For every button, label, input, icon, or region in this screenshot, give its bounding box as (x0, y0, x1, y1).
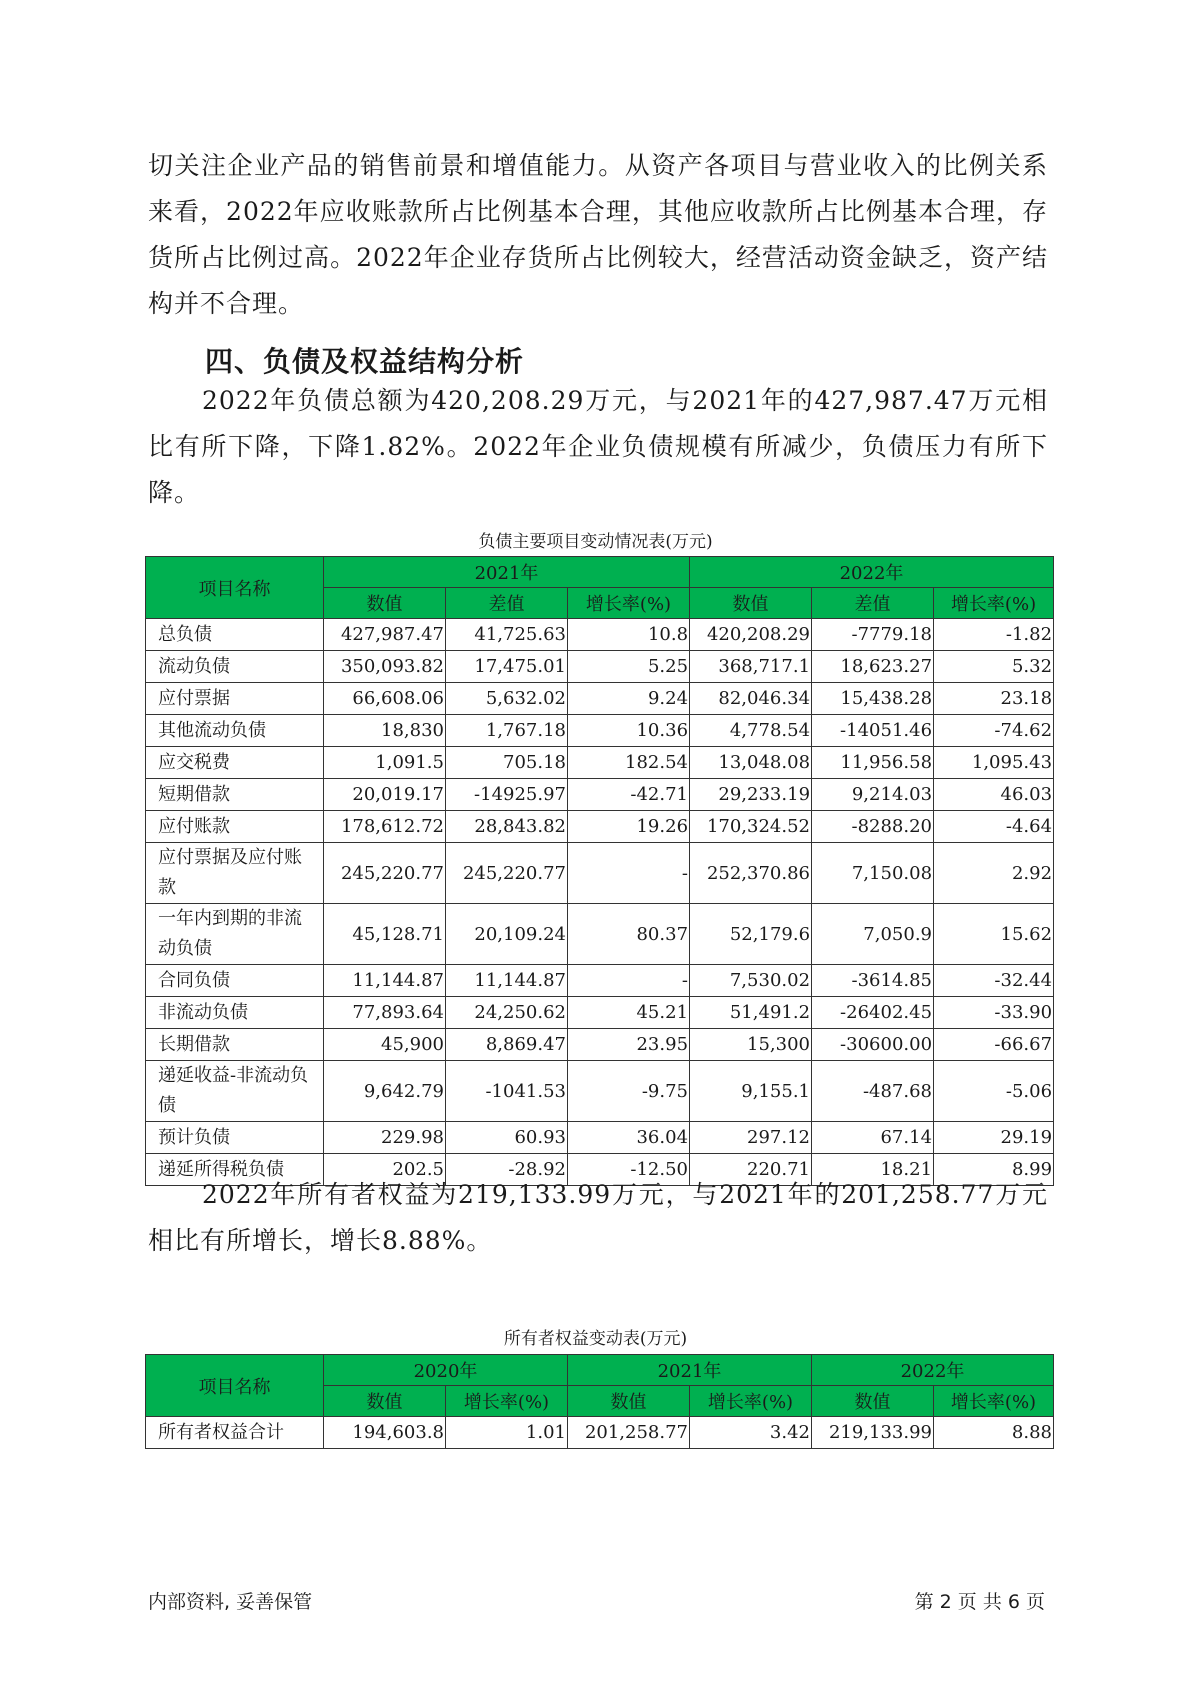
cell-d2: 7,050.9 (812, 904, 934, 965)
cell-v2022: 219,133.99 (812, 1417, 934, 1449)
header-year-2021: 2021年 (324, 557, 690, 588)
cell-v2: 13,048.08 (690, 747, 812, 779)
subheader-growth-rate: 增长率(%) (568, 588, 690, 619)
subheader-difference: 差值 (812, 588, 934, 619)
cell-g1: - (568, 965, 690, 997)
row-label: 递延收益-非流动负债 (146, 1061, 324, 1122)
cell-v2020: 194,603.8 (324, 1417, 446, 1449)
cell-v1: 20,019.17 (324, 779, 446, 811)
subheader-value: 数值 (568, 1386, 690, 1417)
subheader-value: 数值 (690, 588, 812, 619)
header-item-name: 项目名称 (146, 1355, 324, 1417)
cell-v1: 66,608.06 (324, 683, 446, 715)
cell-d2: -7779.18 (812, 619, 934, 651)
cell-v2: 4,778.54 (690, 715, 812, 747)
cell-d1: 20,109.24 (446, 904, 568, 965)
cell-g1: 36.04 (568, 1122, 690, 1154)
cell-v1: 18,830 (324, 715, 446, 747)
table-row (146, 1417, 1054, 1449)
subheader-value: 数值 (812, 1386, 934, 1417)
cell-d1: 5,632.02 (446, 683, 568, 715)
equity-table-body (146, 1417, 1054, 1449)
cell-g1: - (568, 843, 690, 904)
cell-v2021: 201,258.77 (568, 1417, 690, 1449)
cell-v1: 178,612.72 (324, 811, 446, 843)
row-label: 非流动负债 (146, 997, 324, 1029)
cell-d2: -26402.45 (812, 997, 934, 1029)
cell-v2: 170,324.52 (690, 811, 812, 843)
cell-d2: -30600.00 (812, 1029, 934, 1061)
table-row (146, 811, 1054, 843)
row-label: 应交税费 (146, 747, 324, 779)
row-label: 一年内到期的非流动负债 (146, 904, 324, 965)
cell-g2: 15.62 (934, 904, 1054, 965)
table-row (146, 747, 1054, 779)
table-row (146, 1122, 1054, 1154)
table-row (146, 904, 1054, 965)
header-year-2020: 2020年 (324, 1355, 568, 1386)
subheader-growth-rate: 增长率(%) (446, 1386, 568, 1417)
subheader-growth-rate: 增长率(%) (934, 1386, 1054, 1417)
cell-g2: -1.82 (934, 619, 1054, 651)
row-label: 合同负债 (146, 965, 324, 997)
cell-v1: 229.98 (324, 1122, 446, 1154)
row-label: 所有者权益合计 (146, 1417, 324, 1449)
cell-g2022: 8.88 (934, 1417, 1054, 1449)
paragraph-liabilities-summary: 2022年负债总额为420,208.29万元，与2021年的427,987.47万元相比有所下降，下降1.82%。2022年企业负债规模有所减少，负债压力有所下降。 (148, 386, 1048, 507)
cell-d2: 15,438.28 (812, 683, 934, 715)
cell-v1: 45,128.71 (324, 904, 446, 965)
subheader-growth-rate: 增长率(%) (690, 1386, 812, 1417)
cell-g2: 1,095.43 (934, 747, 1054, 779)
cell-v1: 1,091.5 (324, 747, 446, 779)
row-label: 其他流动负债 (146, 715, 324, 747)
cell-d2: 67.14 (812, 1122, 934, 1154)
table-row (146, 997, 1054, 1029)
cell-d2: 18,623.27 (812, 651, 934, 683)
cell-d1: 705.18 (446, 747, 568, 779)
cell-g1: 45.21 (568, 997, 690, 1029)
cell-g2: -66.67 (934, 1029, 1054, 1061)
row-label: 预计负债 (146, 1122, 324, 1154)
cell-g1: 182.54 (568, 747, 690, 779)
cell-g1: -42.71 (568, 779, 690, 811)
cell-g2: 46.03 (934, 779, 1054, 811)
cell-g1: 9.24 (568, 683, 690, 715)
table-row (146, 779, 1054, 811)
row-label: 流动负债 (146, 651, 324, 683)
equity-table (145, 1354, 1054, 1449)
row-label: 应付账款 (146, 811, 324, 843)
paragraph-equity-summary: 2022年所有者权益为219,133.99万元，与2021年的201,258.77万元相比有所增长，增长8.88%。 (148, 1180, 1048, 1255)
cell-d1: -1041.53 (446, 1061, 568, 1122)
cell-v1: 11,144.87 (324, 965, 446, 997)
cell-g2: 2.92 (934, 843, 1054, 904)
cell-g2: 23.18 (934, 683, 1054, 715)
cell-g1: 23.95 (568, 1029, 690, 1061)
header-year-2021: 2021年 (568, 1355, 812, 1386)
row-label: 总负债 (146, 619, 324, 651)
cell-v2: 297.12 (690, 1122, 812, 1154)
cell-g1: 10.8 (568, 619, 690, 651)
liabilities-table-caption: 负债主要项目变动情况表(万元) (478, 532, 713, 552)
cell-v2: 7,530.02 (690, 965, 812, 997)
table-row (146, 1061, 1054, 1122)
cell-v1: 9,642.79 (324, 1061, 446, 1122)
cell-d1: 245,220.77 (446, 843, 568, 904)
row-label: 短期借款 (146, 779, 324, 811)
table-row (146, 683, 1054, 715)
cell-d1: 60.93 (446, 1122, 568, 1154)
cell-g1: 5.25 (568, 651, 690, 683)
subheader-growth-rate: 增长率(%) (934, 588, 1054, 619)
cell-d2: 9,214.03 (812, 779, 934, 811)
subheader-difference: 差值 (446, 588, 568, 619)
header-year-2022: 2022年 (812, 1355, 1054, 1386)
subheader-value: 数值 (324, 1386, 446, 1417)
cell-g2: -33.90 (934, 997, 1054, 1029)
cell-d1: 28,843.82 (446, 811, 568, 843)
cell-d1: -14925.97 (446, 779, 568, 811)
cell-g1: -9.75 (568, 1061, 690, 1122)
row-label: 应付票据及应付账款 (146, 843, 324, 904)
cell-v1: 45,900 (324, 1029, 446, 1061)
cell-g2: -32.44 (934, 965, 1054, 997)
cell-v2: 368,717.1 (690, 651, 812, 683)
cell-v2: 51,491.2 (690, 997, 812, 1029)
cell-v2: 420,208.29 (690, 619, 812, 651)
table-row (146, 965, 1054, 997)
cell-v2: 220.71 (690, 1154, 812, 1186)
cell-g2: -5.06 (934, 1061, 1054, 1122)
cell-g2: -4.64 (934, 811, 1054, 843)
cell-g2: -74.62 (934, 715, 1054, 747)
table-row (146, 715, 1054, 747)
table-row (146, 619, 1054, 651)
cell-v1: 350,093.82 (324, 651, 446, 683)
cell-d2: -8288.20 (812, 811, 934, 843)
cell-d1: 11,144.87 (446, 965, 568, 997)
cell-d2: 18.21 (812, 1154, 934, 1186)
row-label: 应付票据 (146, 683, 324, 715)
cell-d1: 41,725.63 (446, 619, 568, 651)
cell-v1: 245,220.77 (324, 843, 446, 904)
cell-g2: 5.32 (934, 651, 1054, 683)
footer-confidential-note: 内部资料, 妥善保管 (148, 1591, 313, 1613)
row-label: 递延所得税负债 (146, 1154, 324, 1186)
cell-g2: 29.19 (934, 1122, 1054, 1154)
cell-v1: 202.5 (324, 1154, 446, 1186)
cell-v1: 427,987.47 (324, 619, 446, 651)
cell-g1: 19.26 (568, 811, 690, 843)
cell-g1: 80.37 (568, 904, 690, 965)
cell-g2020: 1.01 (446, 1417, 568, 1449)
subheader-value: 数值 (324, 588, 446, 619)
section-heading: 四、负债及权益结构分析 (205, 345, 525, 378)
cell-v2: 52,179.6 (690, 904, 812, 965)
table-row (146, 651, 1054, 683)
cell-d2: -487.68 (812, 1061, 934, 1122)
table-row (146, 843, 1054, 904)
cell-v2: 9,155.1 (690, 1061, 812, 1122)
cell-g2: 8.99 (934, 1154, 1054, 1186)
cell-d1: 24,250.62 (446, 997, 568, 1029)
footer-page-number: 第 2 页 共 6 页 (914, 1591, 1045, 1613)
cell-v2: 252,370.86 (690, 843, 812, 904)
cell-g1: -12.50 (568, 1154, 690, 1186)
cell-v2: 82,046.34 (690, 683, 812, 715)
header-year-2022: 2022年 (690, 557, 1054, 588)
cell-v2: 29,233.19 (690, 779, 812, 811)
cell-d2: 11,956.58 (812, 747, 934, 779)
cell-d2: 7,150.08 (812, 843, 934, 904)
cell-g2021: 3.42 (690, 1417, 812, 1449)
cell-v1: 77,893.64 (324, 997, 446, 1029)
cell-d1: 17,475.01 (446, 651, 568, 683)
header-item-name: 项目名称 (146, 557, 324, 619)
equity-table-caption: 所有者权益变动表(万元) (503, 1329, 688, 1349)
cell-d1: 8,869.47 (446, 1029, 568, 1061)
cell-g1: 10.36 (568, 715, 690, 747)
row-label: 长期借款 (146, 1029, 324, 1061)
cell-d2: -3614.85 (812, 965, 934, 997)
liabilities-table-body (146, 619, 1054, 1186)
cell-d1: 1,767.18 (446, 715, 568, 747)
cell-d1: -28.92 (446, 1154, 568, 1186)
table-row (146, 1029, 1054, 1061)
cell-d2: -14051.46 (812, 715, 934, 747)
paragraph-asset-structure: 切关注企业产品的销售前景和增值能力。从资产各项目与营业收入的比例关系来看，2022年应收账款所占比例基本合理，其他应收款所占比例基本合理，存货所占比例过高。2022年企业存货所占比例较大，经营活动资金缺乏，资产结构并不合理。 (148, 151, 1048, 318)
liabilities-table (145, 556, 1054, 1186)
cell-v2: 15,300 (690, 1029, 812, 1061)
